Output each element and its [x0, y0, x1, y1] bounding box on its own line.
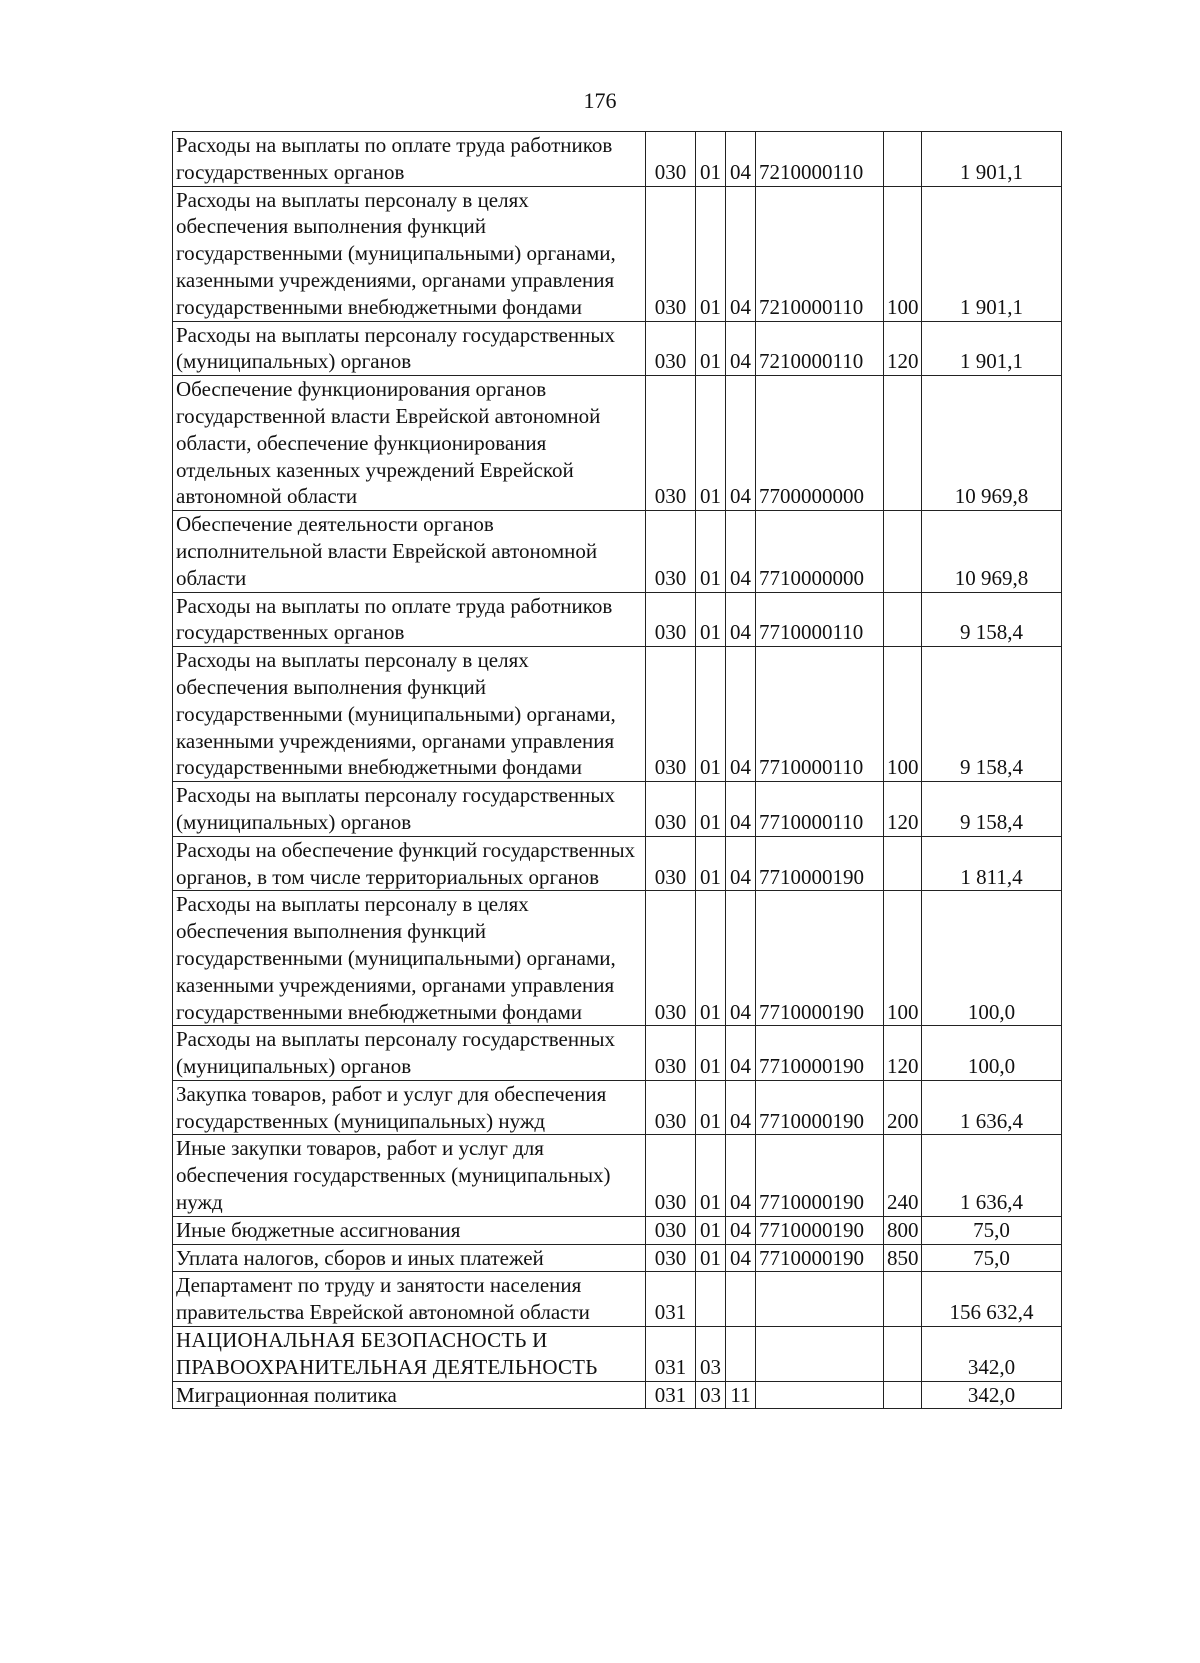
page-number: 176 [583, 88, 617, 113]
row-grbs-cell: 030 [646, 647, 696, 782]
row-section-cell: 01 [696, 186, 726, 321]
row-section-cell: 01 [696, 1244, 726, 1272]
row-amount-cell: 1 901,1 [922, 186, 1062, 321]
row-expense-type-cell [884, 1272, 922, 1327]
row-target-article-cell: 7710000110 [756, 592, 884, 647]
row-amount-cell: 1 901,1 [922, 132, 1062, 187]
row-name-cell: Расходы на выплаты персоналу государственных (муниципальных) органов [173, 1026, 646, 1081]
budget-table [172, 131, 1062, 1409]
table-row [173, 1244, 1062, 1272]
row-name-cell: Расходы на выплаты по оплате труда работников государственных органов [173, 592, 646, 647]
row-subsection-cell: 04 [726, 891, 756, 1026]
row-expense-type-cell: 100 [884, 891, 922, 1026]
row-expense-type-cell: 120 [884, 321, 922, 376]
row-target-article-cell: 7710000190 [756, 1026, 884, 1081]
row-section-cell: 01 [696, 592, 726, 647]
row-grbs-cell: 030 [646, 891, 696, 1026]
row-name-cell: Миграционная политика [173, 1381, 646, 1409]
row-amount-cell: 9 158,4 [922, 592, 1062, 647]
row-grbs-cell: 031 [646, 1327, 696, 1382]
row-subsection-cell: 04 [726, 782, 756, 837]
row-expense-type-cell: 100 [884, 186, 922, 321]
table-row [173, 1381, 1062, 1409]
row-subsection-cell: 11 [726, 1381, 756, 1409]
table-row [173, 1216, 1062, 1244]
row-section-cell: 01 [696, 1080, 726, 1135]
row-expense-type-cell: 120 [884, 1026, 922, 1081]
row-amount-cell: 156 632,4 [922, 1272, 1062, 1327]
row-target-article-cell: 7710000110 [756, 782, 884, 837]
row-grbs-cell: 031 [646, 1381, 696, 1409]
row-subsection-cell [726, 1272, 756, 1327]
table-row [173, 592, 1062, 647]
row-expense-type-cell [884, 1327, 922, 1382]
row-target-article-cell: 7700000000 [756, 376, 884, 511]
row-name-cell: Расходы на выплаты персоналу государственных (муниципальных) органов [173, 321, 646, 376]
row-grbs-cell: 030 [646, 782, 696, 837]
row-target-article-cell [756, 1327, 884, 1382]
row-target-article-cell: 7710000190 [756, 1244, 884, 1272]
row-name-cell: Расходы на выплаты персоналу в целях обеспечения выполнения функций государственными (муниципальными) органами, казенными учреждениями, органами управления государственными внебюджетными фондами [173, 186, 646, 321]
row-subsection-cell: 04 [726, 836, 756, 891]
row-amount-cell: 1 636,4 [922, 1080, 1062, 1135]
row-expense-type-cell: 100 [884, 647, 922, 782]
row-section-cell: 01 [696, 511, 726, 592]
row-expense-type-cell [884, 592, 922, 647]
table-row [173, 1135, 1062, 1216]
row-amount-cell: 342,0 [922, 1381, 1062, 1409]
row-name-cell: Расходы на обеспечение функций государственных органов, в том числе территориальных органов [173, 836, 646, 891]
table-row [173, 511, 1062, 592]
row-expense-type-cell [884, 1381, 922, 1409]
row-target-article-cell: 7710000190 [756, 836, 884, 891]
row-name-cell: Департамент по труду и занятости населения правительства Еврейской автономной области [173, 1272, 646, 1327]
row-target-article-cell: 7210000110 [756, 186, 884, 321]
table-row [173, 836, 1062, 891]
table-row [173, 647, 1062, 782]
row-expense-type-cell: 800 [884, 1216, 922, 1244]
row-amount-cell: 10 969,8 [922, 511, 1062, 592]
table-row [173, 1026, 1062, 1081]
row-expense-type-cell: 200 [884, 1080, 922, 1135]
table-row [173, 186, 1062, 321]
row-expense-type-cell: 240 [884, 1135, 922, 1216]
row-grbs-cell: 030 [646, 376, 696, 511]
row-grbs-cell: 030 [646, 836, 696, 891]
row-expense-type-cell [884, 132, 922, 187]
row-section-cell: 03 [696, 1327, 726, 1382]
table-row [173, 376, 1062, 511]
row-name-cell: Уплата налогов, сборов и иных платежей [173, 1244, 646, 1272]
row-target-article-cell [756, 1381, 884, 1409]
table-row [173, 782, 1062, 837]
row-section-cell [696, 1272, 726, 1327]
row-section-cell: 01 [696, 1026, 726, 1081]
row-subsection-cell: 04 [726, 186, 756, 321]
row-grbs-cell: 031 [646, 1272, 696, 1327]
row-amount-cell: 100,0 [922, 1026, 1062, 1081]
row-section-cell: 01 [696, 1135, 726, 1216]
row-grbs-cell: 030 [646, 1135, 696, 1216]
row-subsection-cell: 04 [726, 1026, 756, 1081]
row-target-article-cell: 7710000190 [756, 1080, 884, 1135]
row-subsection-cell: 04 [726, 647, 756, 782]
row-amount-cell: 342,0 [922, 1327, 1062, 1382]
row-name-cell: Расходы на выплаты персоналу в целях обеспечения выполнения функций государственными (муниципальными) органами, казенными учреждениями, органами управления государственными внебюджетными фондами [173, 891, 646, 1026]
row-target-article-cell: 7710000190 [756, 1216, 884, 1244]
row-name-cell: Иные бюджетные ассигнования [173, 1216, 646, 1244]
row-amount-cell: 10 969,8 [922, 376, 1062, 511]
row-grbs-cell: 030 [646, 1244, 696, 1272]
row-section-cell: 01 [696, 376, 726, 511]
row-amount-cell: 75,0 [922, 1216, 1062, 1244]
table-row [173, 1327, 1062, 1382]
row-subsection-cell: 04 [726, 321, 756, 376]
row-amount-cell: 9 158,4 [922, 647, 1062, 782]
row-subsection-cell: 04 [726, 1135, 756, 1216]
row-grbs-cell: 030 [646, 186, 696, 321]
table-row [173, 1080, 1062, 1135]
row-grbs-cell: 030 [646, 1080, 696, 1135]
row-amount-cell: 100,0 [922, 891, 1062, 1026]
row-amount-cell: 75,0 [922, 1244, 1062, 1272]
row-target-article-cell [756, 1272, 884, 1327]
row-subsection-cell [726, 1327, 756, 1382]
row-amount-cell: 1 636,4 [922, 1135, 1062, 1216]
row-target-article-cell: 7210000110 [756, 132, 884, 187]
row-subsection-cell: 04 [726, 1244, 756, 1272]
row-amount-cell: 1 811,4 [922, 836, 1062, 891]
row-grbs-cell: 030 [646, 1216, 696, 1244]
row-section-cell: 01 [696, 647, 726, 782]
row-name-cell: Обеспечение деятельности органов исполнительной власти Еврейской автономной области [173, 511, 646, 592]
row-name-cell: НАЦИОНАЛЬНАЯ БЕЗОПАСНОСТЬ И ПРАВООХРАНИТЕЛЬНАЯ ДЕЯТЕЛЬНОСТЬ [173, 1327, 646, 1382]
row-section-cell: 01 [696, 321, 726, 376]
row-expense-type-cell [884, 376, 922, 511]
row-target-article-cell: 7710000190 [756, 891, 884, 1026]
row-target-article-cell: 7210000110 [756, 321, 884, 376]
row-grbs-cell: 030 [646, 592, 696, 647]
row-subsection-cell: 04 [726, 1080, 756, 1135]
row-grbs-cell: 030 [646, 1026, 696, 1081]
row-target-article-cell: 7710000190 [756, 1135, 884, 1216]
row-name-cell: Расходы на выплаты персоналу государственных (муниципальных) органов [173, 782, 646, 837]
row-section-cell: 01 [696, 782, 726, 837]
row-name-cell: Расходы на выплаты персоналу в целях обеспечения выполнения функций государственными (муниципальными) органами, казенными учреждениями, органами управления государственными внебюджетными фондами [173, 647, 646, 782]
table-row [173, 321, 1062, 376]
row-expense-type-cell: 850 [884, 1244, 922, 1272]
row-target-article-cell: 7710000110 [756, 647, 884, 782]
row-expense-type-cell: 120 [884, 782, 922, 837]
row-subsection-cell: 04 [726, 511, 756, 592]
row-section-cell: 01 [696, 1216, 726, 1244]
table-body [173, 132, 1062, 1409]
row-subsection-cell: 04 [726, 1216, 756, 1244]
row-name-cell: Иные закупки товаров, работ и услуг для обеспечения государственных (муниципальных) нужд [173, 1135, 646, 1216]
row-grbs-cell: 030 [646, 132, 696, 187]
table-row [173, 891, 1062, 1026]
row-name-cell: Обеспечение функционирования органов государственной власти Еврейской автономной области, обеспечение функционирования отдельных казенных учреждений Еврейской автономной области [173, 376, 646, 511]
row-subsection-cell: 04 [726, 592, 756, 647]
row-section-cell: 01 [696, 891, 726, 1026]
row-amount-cell: 1 901,1 [922, 321, 1062, 376]
row-subsection-cell: 04 [726, 132, 756, 187]
row-section-cell: 03 [696, 1381, 726, 1409]
table-row [173, 132, 1062, 187]
row-target-article-cell: 7710000000 [756, 511, 884, 592]
table-row [173, 1272, 1062, 1327]
row-grbs-cell: 030 [646, 321, 696, 376]
row-subsection-cell: 04 [726, 376, 756, 511]
row-grbs-cell: 030 [646, 511, 696, 592]
row-expense-type-cell [884, 836, 922, 891]
row-name-cell: Расходы на выплаты по оплате труда работников государственных органов [173, 132, 646, 187]
row-section-cell: 01 [696, 836, 726, 891]
row-expense-type-cell [884, 511, 922, 592]
row-amount-cell: 9 158,4 [922, 782, 1062, 837]
row-name-cell: Закупка товаров, работ и услуг для обеспечения государственных (муниципальных) нужд [173, 1080, 646, 1135]
row-section-cell: 01 [696, 132, 726, 187]
